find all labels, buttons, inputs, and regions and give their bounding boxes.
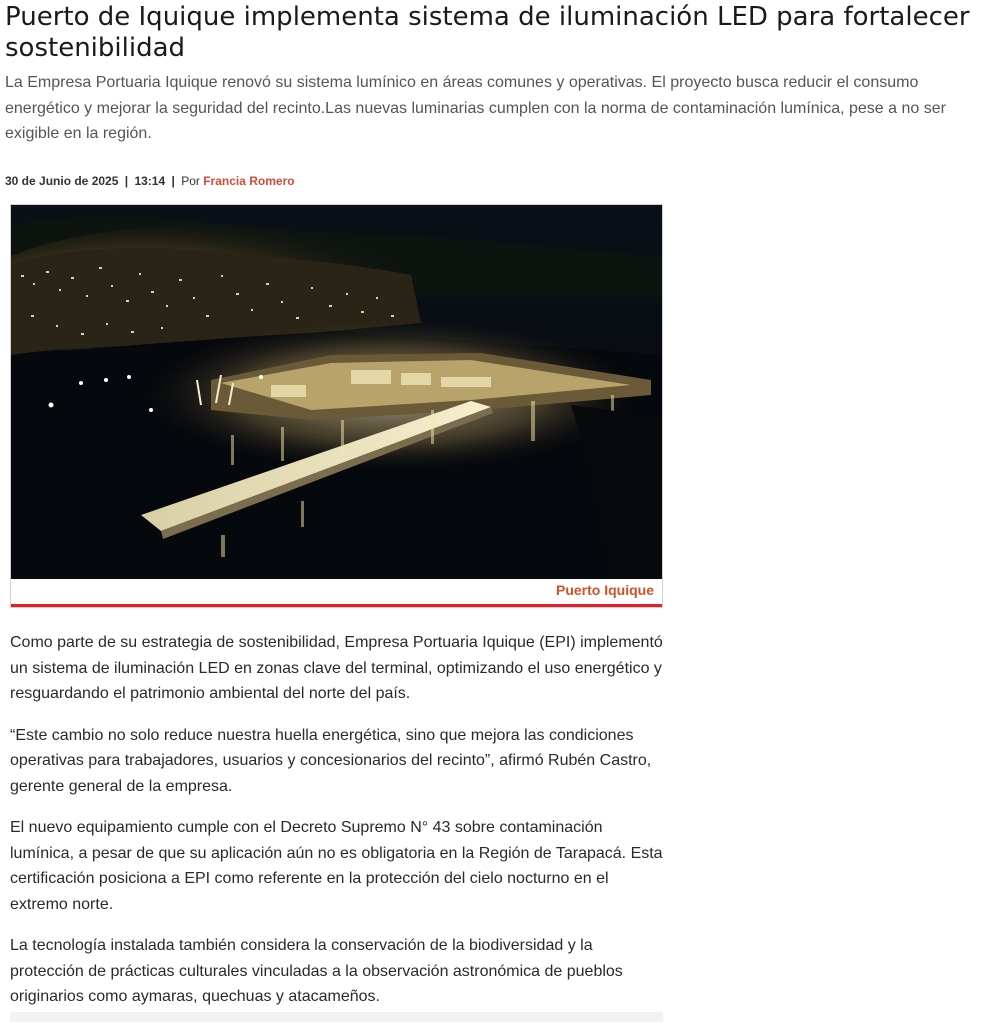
article-lead: La Empresa Portuaria Iquique renovó su sistema lumínico en áreas comunes y operativas. El proyecto busca reducir el consumo energético y mejorar la seguridad del recinto.Las nuevas luminarias cumplen con la norma de contaminación lumínica, pese a no ser exigible en la región. bbox=[5, 74, 946, 142]
article-paragraph: La tecnología instalada también considera la conservación de la biodiversidad y la protección de prácticas culturales vinculadas a la observación astronómica de pueblos originarios como aymaras, quechuas y atacameños. bbox=[10, 937, 623, 1005]
byline-by-label: Por bbox=[181, 174, 200, 188]
article-figure bbox=[10, 204, 663, 608]
content-continuation-strip bbox=[10, 1012, 663, 1022]
byline-separator: | bbox=[171, 174, 175, 188]
byline-separator: | bbox=[124, 174, 129, 188]
article-paragraph: “Este cambio no solo reduce nuestra huella energética, sino que mejora las condiciones operativas para trabajadores, usuarios y concesionarios del recinto”, afirmó Rubén Castro, gerente general de la empresa. bbox=[10, 726, 652, 795]
figure-accent-rule bbox=[11, 604, 662, 607]
figure-caption: Puerto Iquique bbox=[556, 582, 654, 598]
port-night-photo[interactable] bbox=[11, 205, 662, 579]
article-headline: Puerto de Iquique implementa sistema de iluminación LED para fortalecer sostenibilidad bbox=[5, 2, 970, 63]
author-link[interactable]: Francia Romero bbox=[203, 174, 295, 188]
article-paragraph: El nuevo equipamiento cumple con el Decreto Supremo N° 43 sobre contaminación lumínica, a pesar de que su aplicación aún no es obligatoria en la Región de Tarapacá. Esta certificación posiciona a EPI como referente en la protección del cielo nocturno en el extremo norte. bbox=[10, 819, 663, 913]
article-byline bbox=[5, 173, 295, 189]
article-paragraph: Como parte de su estrategia de sostenibilidad, Empresa Portuaria Iquique (EPI) implementó un sistema de iluminación LED en zonas clave del terminal, optimizando el uso energético y resguardando el patrimonio ambiental del norte del país. bbox=[10, 634, 663, 702]
publish-date: 30 de Junio de 2025 bbox=[5, 174, 119, 188]
article-body bbox=[10, 630, 670, 1026]
publish-time: 13:14 bbox=[134, 174, 166, 188]
